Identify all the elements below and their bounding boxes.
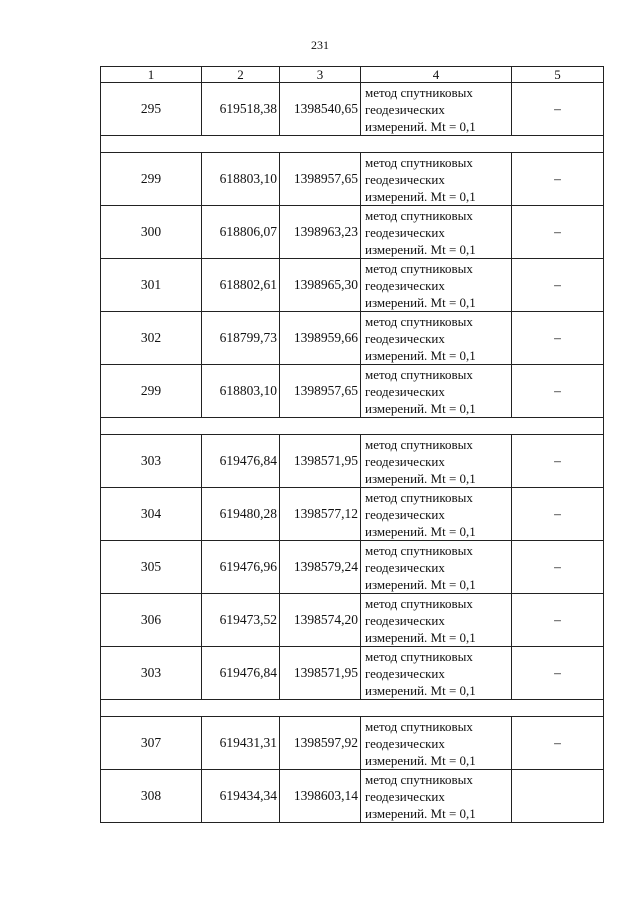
method-cell: [361, 365, 512, 418]
note-cell: –: [512, 365, 604, 418]
note-cell: –: [512, 647, 604, 700]
method-line: геодезических: [365, 612, 445, 628]
table-row: [101, 647, 604, 700]
method-line: измерений. Mt = 0,1: [365, 629, 476, 645]
y-coordinate-cell: 1398965,30: [280, 259, 361, 312]
y-coordinate-cell: 1398963,23: [280, 206, 361, 259]
method-line: метод спутниковых: [365, 84, 473, 100]
method-cell: [361, 594, 512, 647]
note-cell: –: [512, 488, 604, 541]
method-line: метод спутниковых: [365, 154, 473, 170]
method-line: метод спутниковых: [365, 313, 473, 329]
method-line: измерений. Mt = 0,1: [365, 188, 476, 204]
method-cell: [361, 647, 512, 700]
group-separator-row: [101, 418, 604, 435]
note-cell: –: [512, 153, 604, 206]
x-coordinate-cell: 619434,34: [202, 770, 280, 823]
point-number-cell: 299: [101, 365, 202, 418]
method-line: геодезических: [365, 453, 445, 469]
table-row: [101, 365, 604, 418]
method-line: измерений. Mt = 0,1: [365, 241, 476, 257]
method-line: метод спутниковых: [365, 771, 473, 787]
table-row: [101, 312, 604, 365]
header-cell-4: 4: [361, 67, 512, 83]
group-separator-cell: [101, 700, 604, 717]
point-number-cell: 303: [101, 435, 202, 488]
y-coordinate-cell: 1398577,12: [280, 488, 361, 541]
y-coordinate-cell: 1398603,14: [280, 770, 361, 823]
method-line: метод спутниковых: [365, 542, 473, 558]
method-line: метод спутниковых: [365, 718, 473, 734]
note-cell: –: [512, 717, 604, 770]
method-line: измерений. Mt = 0,1: [365, 752, 476, 768]
x-coordinate-cell: 618799,73: [202, 312, 280, 365]
header-cell-2: 2: [202, 67, 280, 83]
group-separator-cell: [101, 136, 604, 153]
table-row: [101, 153, 604, 206]
method-cell: [361, 717, 512, 770]
method-line: измерений. Mt = 0,1: [365, 576, 476, 592]
method-cell: [361, 488, 512, 541]
x-coordinate-cell: 619476,84: [202, 435, 280, 488]
x-coordinate-cell: 619476,96: [202, 541, 280, 594]
method-line: геодезических: [365, 277, 445, 293]
method-line: измерений. Mt = 0,1: [365, 805, 476, 821]
point-number-cell: 303: [101, 647, 202, 700]
group-separator-row: [101, 136, 604, 153]
point-number-cell: 304: [101, 488, 202, 541]
method-line: геодезических: [365, 330, 445, 346]
y-coordinate-cell: 1398571,95: [280, 647, 361, 700]
y-coordinate-cell: 1398957,65: [280, 153, 361, 206]
method-line: измерений. Mt = 0,1: [365, 347, 476, 363]
x-coordinate-cell: 618802,61: [202, 259, 280, 312]
x-coordinate-cell: 618806,07: [202, 206, 280, 259]
method-line: измерений. Mt = 0,1: [365, 470, 476, 486]
table-row: [101, 435, 604, 488]
point-number-cell: 300: [101, 206, 202, 259]
table-row: [101, 83, 604, 136]
y-coordinate-cell: 1398574,20: [280, 594, 361, 647]
method-line: геодезических: [365, 101, 445, 117]
table-row: [101, 594, 604, 647]
method-cell: [361, 153, 512, 206]
table-row: [101, 770, 604, 823]
method-line: геодезических: [365, 224, 445, 240]
table-row: [101, 259, 604, 312]
note-cell: –: [512, 206, 604, 259]
method-cell: [361, 259, 512, 312]
header-row: [101, 67, 604, 83]
note-cell: –: [512, 83, 604, 136]
y-coordinate-cell: 1398579,24: [280, 541, 361, 594]
coordinates-table: [100, 66, 604, 823]
note-cell: –: [512, 312, 604, 365]
header-cell-3: 3: [280, 67, 361, 83]
point-number-cell: 306: [101, 594, 202, 647]
x-coordinate-cell: 619518,38: [202, 83, 280, 136]
method-cell: [361, 83, 512, 136]
table-row: [101, 541, 604, 594]
group-separator-cell: [101, 418, 604, 435]
table-row: [101, 488, 604, 541]
method-line: метод спутниковых: [365, 436, 473, 452]
y-coordinate-cell: 1398540,65: [280, 83, 361, 136]
method-line: метод спутниковых: [365, 207, 473, 223]
method-line: геодезических: [365, 665, 445, 681]
method-line: метод спутниковых: [365, 648, 473, 664]
note-cell: –: [512, 594, 604, 647]
note-cell: –: [512, 541, 604, 594]
point-number-cell: 295: [101, 83, 202, 136]
method-cell: [361, 312, 512, 365]
header-cell-5: 5: [512, 67, 604, 83]
x-coordinate-cell: 618803,10: [202, 365, 280, 418]
group-separator-row: [101, 700, 604, 717]
method-line: геодезических: [365, 559, 445, 575]
x-coordinate-cell: 618803,10: [202, 153, 280, 206]
point-number-cell: 302: [101, 312, 202, 365]
method-line: метод спутниковых: [365, 595, 473, 611]
method-line: измерений. Mt = 0,1: [365, 400, 476, 416]
point-number-cell: 305: [101, 541, 202, 594]
method-line: метод спутниковых: [365, 366, 473, 382]
method-line: измерений. Mt = 0,1: [365, 118, 476, 134]
note-cell: [512, 770, 604, 823]
method-line: геодезических: [365, 171, 445, 187]
x-coordinate-cell: 619480,28: [202, 488, 280, 541]
method-line: измерений. Mt = 0,1: [365, 523, 476, 539]
table-body: [101, 67, 604, 823]
y-coordinate-cell: 1398571,95: [280, 435, 361, 488]
y-coordinate-cell: 1398959,66: [280, 312, 361, 365]
y-coordinate-cell: 1398957,65: [280, 365, 361, 418]
point-number-cell: 307: [101, 717, 202, 770]
method-cell: [361, 541, 512, 594]
x-coordinate-cell: 619473,52: [202, 594, 280, 647]
method-line: геодезических: [365, 506, 445, 522]
y-coordinate-cell: 1398597,92: [280, 717, 361, 770]
method-line: измерений. Mt = 0,1: [365, 682, 476, 698]
method-cell: [361, 435, 512, 488]
method-cell: [361, 206, 512, 259]
note-cell: –: [512, 259, 604, 312]
point-number-cell: 299: [101, 153, 202, 206]
x-coordinate-cell: 619476,84: [202, 647, 280, 700]
point-number-cell: 308: [101, 770, 202, 823]
method-line: геодезических: [365, 735, 445, 751]
table-row: [101, 717, 604, 770]
x-coordinate-cell: 619431,31: [202, 717, 280, 770]
header-cell-1: 1: [101, 67, 202, 83]
method-line: метод спутниковых: [365, 260, 473, 276]
method-line: метод спутниковых: [365, 489, 473, 505]
point-number-cell: 301: [101, 259, 202, 312]
method-line: геодезических: [365, 788, 445, 804]
method-line: геодезических: [365, 383, 445, 399]
method-line: измерений. Mt = 0,1: [365, 294, 476, 310]
method-cell: [361, 770, 512, 823]
table-row: [101, 206, 604, 259]
page-number: 231: [311, 38, 329, 52]
note-cell: –: [512, 435, 604, 488]
